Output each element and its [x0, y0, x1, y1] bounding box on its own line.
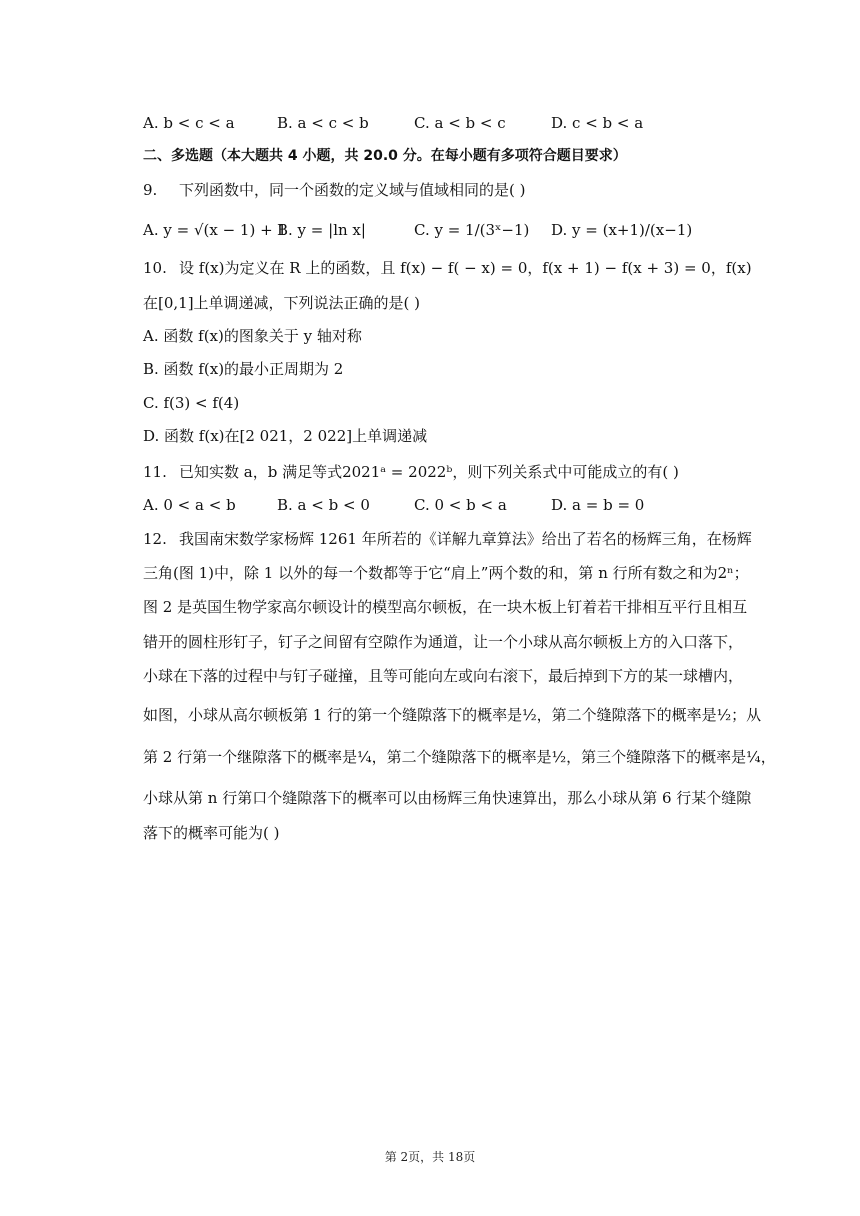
question-12-line6: 如图，小球从高尔顿板第 1 行的第一个缝隙落下的概率是½，第二个缝隙落下的概率是½；从 — [143, 706, 762, 724]
q10-option-d: D. 函数 f(x)在[2 021，2 022]上单调递减 — [143, 427, 428, 445]
q10-option-c: C. f(3) < f(4) — [143, 394, 240, 412]
question-12-line7: 第 2 行第一个继隙落下的概率是¼，第二个缝隙落下的概率是½，第三个缝隙落下的概率是¼， — [143, 748, 776, 766]
q9-option-d: D. y = (x+1)/(x−1) — [551, 221, 693, 239]
question-12-line9: 落下的概率可能为( ) — [143, 824, 280, 842]
q10-option-b: B. 函数 f(x)的最小正周期为 2 — [143, 360, 344, 378]
q10-option-a: A. 函数 f(x)的图象关于 y 轴对称 — [143, 327, 362, 345]
question-number: 9. — [143, 181, 158, 199]
q9-option-b: B. y = |ln x| — [277, 221, 366, 239]
question-number: 12. — [143, 530, 167, 548]
q11-option-b: B. a < b < 0 — [277, 496, 370, 514]
question-text: 下列函数中，同一个函数的定义域与值域相同的是( ) — [179, 181, 526, 199]
question-10 — [143, 258, 752, 278]
question-text-line1: 我国南宋数学家杨辉 1261 年所若的《详解九章算法》给出了若名的杨辉三角，在杨辉 — [179, 530, 752, 548]
page-footer: 第 2页，共 18页 — [384, 1150, 476, 1164]
q11-option-a: A. 0 < a < b — [143, 496, 236, 514]
question-12-line2: 三角(图 1)中，除 1 以外的每一个数都等于它“肩上”两个数的和，第 n 行所有数之和为2ⁿ； — [143, 564, 749, 582]
question-12-line4: 错开的圆柱形钉子，钉子之间留有空隙作为通道，让一个小球从高尔顿板上方的入口落下， — [143, 633, 744, 651]
question-number: 10. — [143, 259, 167, 277]
section-heading: 二、多选题（本大题共 4 小题，共 20.0 分。在每小题有多项符合题目要求） — [143, 148, 627, 164]
question-12-line5: 小球在下落的过程中与钉子碰撞，且等可能向左或向右滚下，最后掉到下方的某一球槽内， — [143, 667, 744, 685]
question-12-line3: 图 2 是英国生物学家高尔顿设计的模型高尔顿板，在一块木板上钉着若干排相互平行且相互 — [143, 598, 748, 616]
question-text-line1: 设 f(x)为定义在 R 上的函数，且 f(x) − f( − x) = 0，f(x + 1) − f(x + 3) = 0，f(x) — [179, 259, 752, 277]
question-9 — [143, 180, 525, 200]
q9-option-a: A. y = √(x − 1) + 1 — [143, 221, 287, 239]
q8-option-b: B. a < c < b — [277, 114, 369, 132]
question-10-line2: 在[0,1]上单调递减，下列说法正确的是( ) — [143, 294, 421, 312]
q8-option-c: C. a < b < c — [414, 114, 506, 132]
question-text: 已知实数 a，b 满足等式2021ᵃ = 2022ᵇ，则下列关系式中可能成立的有( ) — [179, 463, 679, 481]
question-number: 11. — [143, 463, 167, 481]
question-12 — [143, 529, 752, 549]
q11-option-d: D. a = b = 0 — [551, 496, 645, 514]
question-12-line8: 小球从第 n 行第口个缝隙落下的概率可以由杨辉三角快速算出，那么小球从第 6 行某个缝隙 — [143, 789, 752, 807]
q8-option-a: A. b < c < a — [143, 114, 235, 132]
q8-option-d: D. c < b < a — [551, 114, 644, 132]
q11-option-c: C. 0 < b < a — [414, 496, 507, 514]
q9-option-c: C. y = 1/(3ˣ−1) — [414, 221, 530, 239]
question-11 — [143, 462, 679, 482]
